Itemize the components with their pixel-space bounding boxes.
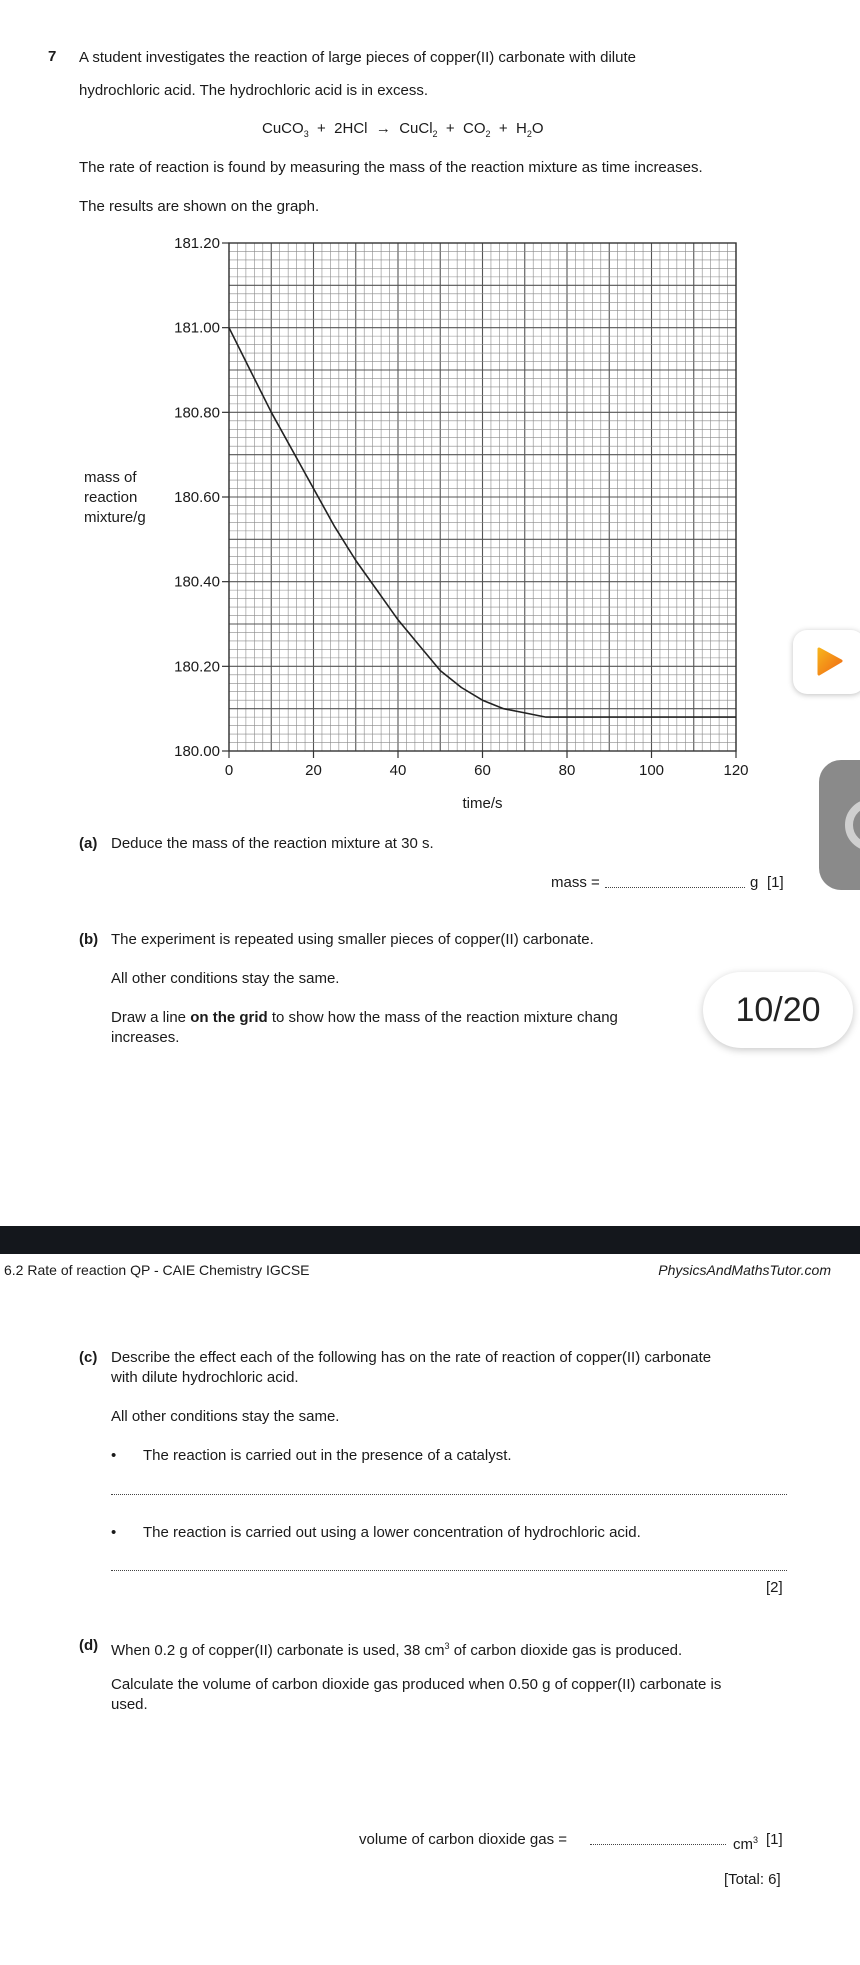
eq-product1-sub: 2	[432, 129, 438, 139]
play-button[interactable]	[793, 630, 860, 694]
graph-grid	[229, 243, 736, 751]
y-tick-label: 180.40	[174, 573, 220, 591]
part-b-draw-bold: on the grid	[190, 1009, 268, 1026]
mass-time-graph	[0, 225, 780, 815]
part-d-unit-base: cm	[733, 1836, 753, 1853]
graph-axes	[222, 243, 736, 758]
part-c-bullet1-text: The reaction is carried out in the presence of a catalyst.	[143, 1447, 512, 1464]
page-break-band	[0, 1226, 860, 1254]
part-c-text-line2: with dilute hydrochloric acid.	[111, 1369, 299, 1386]
eq-product2: CO	[463, 120, 486, 137]
side-panel-tab[interactable]	[819, 760, 860, 890]
part-b-instruction	[111, 1008, 711, 1028]
y-tick-label: 180.20	[174, 658, 220, 676]
y-tick-label: 181.00	[174, 319, 220, 337]
part-d-unit	[733, 1830, 758, 1855]
part-d-text-post: of carbon dioxide gas is produced.	[449, 1642, 683, 1659]
eq-reactant1: CuCO	[262, 120, 304, 137]
part-d-answer-prefix: volume of carbon dioxide gas =	[359, 1831, 568, 1848]
x-tick-label: 20	[305, 762, 322, 779]
y-tick-label: 180.00	[174, 743, 220, 760]
part-d-calc-line1: Calculate the volume of carbon dioxide gas produced when 0.50 g of copper(II) carbonate is	[111, 1676, 722, 1693]
part-a-marks: [1]	[767, 874, 784, 891]
y-axis-label-line: reaction	[84, 489, 138, 506]
part-b-text: The experiment is repeated using smaller pieces of copper(II) carbonate.	[111, 931, 594, 948]
part-c-marks: [2]	[766, 1579, 783, 1596]
part-c-answer-line2[interactable]	[111, 1570, 787, 1571]
eq-product3-sub: 2	[526, 129, 532, 139]
y-axis-label-line: mass of	[84, 469, 137, 486]
part-c-text-line1: Describe the effect each of the following has on the rate of reaction of copper(II) carbonate	[111, 1349, 712, 1366]
chemical-equation	[262, 119, 544, 144]
part-c-answer-line1[interactable]	[111, 1494, 787, 1495]
part-b-draw-pre: Draw a line	[111, 1009, 187, 1026]
eq-product2-sub: 2	[485, 129, 491, 139]
eq-product3: H	[515, 120, 527, 137]
rate-description: The rate of reaction is found by measuring the mass of the reaction mixture as time increases.	[79, 159, 703, 176]
y-tick-label: 181.20	[174, 235, 220, 252]
part-d-unit-sup: 3	[753, 1835, 759, 1845]
part-b-label: (b)	[79, 931, 99, 948]
y-axis-label-line: mixture/g	[84, 509, 146, 526]
part-a-text: Deduce the mass of the reaction mixture at 30 s.	[111, 835, 434, 852]
graph-tick-labels	[174, 235, 748, 779]
footer-left: 6.2 Rate of reaction QP - CAIE Chemistry IGCSE	[4, 1262, 310, 1278]
y-tick-label: 180.80	[174, 404, 220, 422]
part-d-label: (d)	[79, 1637, 99, 1654]
question-intro-line2: hydrochloric acid. The hydrochloric acid is in excess.	[79, 82, 429, 99]
eq-reactant2: 2HCl	[334, 120, 368, 137]
eq-reactant1-sub: 3	[303, 129, 309, 139]
part-a-answer-line[interactable]	[605, 887, 745, 888]
page-counter: 10/20	[703, 972, 853, 1048]
question-intro-line1: A student investigates the reaction of large pieces of copper(II) carbonate with dilute	[79, 49, 636, 66]
x-tick-label: 0	[224, 762, 234, 779]
results-description: The results are shown on the graph.	[79, 198, 320, 215]
eq-plus2: +	[445, 120, 455, 137]
x-axis-label: time/s	[462, 795, 503, 812]
part-c-bullet1-marker: •	[111, 1447, 117, 1464]
eq-product3-o: O	[531, 120, 544, 137]
question-total: [Total: 6]	[724, 1871, 781, 1888]
part-b-draw-post: to show how the mass of the reaction mixture chang	[271, 1009, 618, 1026]
eq-arrow: →	[375, 120, 391, 137]
part-d-text-pre: When 0.2 g of copper(II) carbonate is used, 38 cm	[111, 1642, 445, 1659]
part-b-conditions: All other conditions stay the same.	[111, 970, 340, 987]
question-number: 7	[48, 48, 57, 65]
y-tick-label: 180.60	[174, 489, 220, 506]
part-c-label: (c)	[79, 1349, 98, 1366]
part-b-instruction-line2: increases.	[111, 1029, 180, 1046]
part-a-answer-prefix: mass =	[551, 874, 600, 891]
footer-right: PhysicsAndMathsTutor.com	[658, 1262, 831, 1278]
play-icon	[793, 630, 860, 694]
x-tick-label: 120	[723, 762, 749, 779]
part-c-bullet2-text: The reaction is carried out using a lower concentration of hydrochloric acid.	[143, 1524, 641, 1541]
eq-plus1: +	[317, 120, 326, 137]
eq-product1: CuCl	[399, 120, 433, 137]
eq-plus3: +	[498, 120, 508, 137]
side-tab-ring-icon	[819, 760, 860, 890]
x-tick-label: 80	[558, 762, 576, 779]
x-tick-label: 40	[389, 762, 407, 779]
part-d-text	[111, 1636, 682, 1661]
part-a-unit: g	[750, 874, 759, 891]
part-d-marks: [1]	[766, 1831, 783, 1848]
part-c-bullet2-marker: •	[111, 1524, 117, 1541]
x-tick-label: 60	[474, 762, 491, 779]
part-d-calc-line2: used.	[111, 1696, 148, 1713]
part-d-text-sup: 3	[444, 1641, 450, 1651]
part-c-conditions: All other conditions stay the same.	[111, 1408, 340, 1425]
part-d-answer-line[interactable]	[590, 1844, 726, 1845]
x-tick-label: 100	[638, 762, 665, 779]
part-a-label: (a)	[79, 835, 98, 852]
